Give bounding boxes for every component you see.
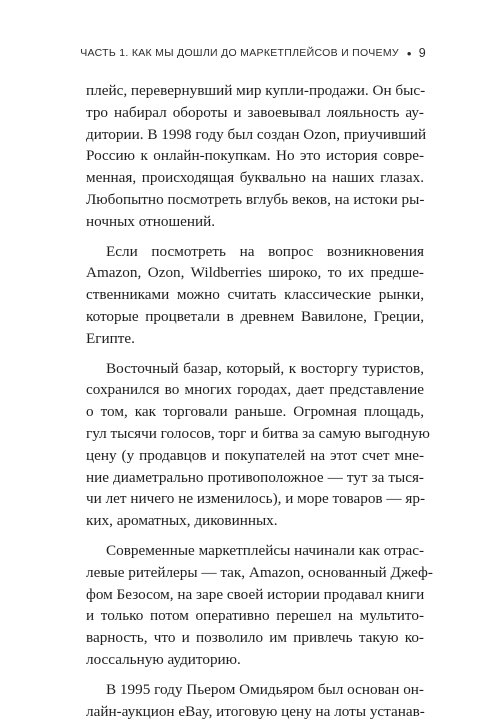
text-line: дитории. В 1998 году был создан Ozon, приучивший <box>86 125 427 143</box>
text-line: чи лет ничего не изменилось), и море товаров — яр- <box>86 490 426 508</box>
text-line: цену (у продавцов и покупателей на этот счет мне- <box>86 446 424 464</box>
text-line: менная, происходящая буквально на наших глазах. <box>86 169 424 187</box>
text-line: тро набирал обороты и завоевывал лояльность ау- <box>86 103 424 121</box>
text-line: Египте. <box>86 329 135 347</box>
text-line: и только потом оперативно перешел на мультито- <box>86 607 424 625</box>
paragraph <box>86 540 433 671</box>
text-line: Любопытно посмотреть вглубь веков, на истоки ры- <box>86 190 425 208</box>
text-line: лоссальную аудиторию. <box>86 650 241 668</box>
text-line: сохранился во многих городах, дает представление <box>86 381 424 399</box>
paragraph-gap <box>86 671 424 679</box>
paragraph-gap <box>86 350 424 358</box>
paragraph <box>86 679 424 722</box>
paragraph-gap <box>86 233 424 241</box>
text-line: ких, ароматных, диковинных. <box>86 512 278 530</box>
text-line: ночных отношений. <box>86 212 216 230</box>
text-line: Восточный базар, который, к восторгу туристов, <box>106 359 424 377</box>
paragraph <box>86 80 427 233</box>
text-line: варность, что и позволило им привлечь такую ко- <box>86 629 424 647</box>
text-line: Amazon, Ozon, Wildberries широко, то их предше- <box>86 264 424 282</box>
page-body-text <box>86 80 433 722</box>
header-bullet: • <box>406 45 412 61</box>
paragraph <box>86 358 430 532</box>
text-line: Если посмотреть на вопрос возникновения <box>106 242 424 260</box>
text-line: лайн-аукцион eBay, итоговую цену на лоты устанав- <box>86 702 425 720</box>
running-title: ЧАСТЬ 1. КАК МЫ ДОШЛИ ДО МАРКЕТПЛЕЙСОВ И ПОЧЕМУ <box>80 47 399 59</box>
text-line: о том, как торговали раньше. Огромная площадь, <box>86 403 424 421</box>
text-line: которые процветали в древнем Вавилоне, Греции, <box>86 307 424 325</box>
text-line: ственниками можно считать классические рынки, <box>86 286 424 304</box>
text-line: Россию к онлайн-покупкам. Но это история совре- <box>86 147 424 165</box>
text-line: ние диаметрально противоположное — тут за тыся- <box>86 468 424 486</box>
paragraph <box>86 241 424 350</box>
text-line: гул тысячи голосов, торг и битва за самую выгодную <box>86 424 430 442</box>
text-line: В 1995 году Пьером Омидьяром был основан он- <box>106 680 424 698</box>
text-line: фом Безосом, на заре своей истории продавал книги <box>86 585 425 603</box>
running-header <box>80 46 426 60</box>
text-line: левые ритейлеры — так, Amazon, основанный Джеф- <box>86 563 433 581</box>
page-number: 9 <box>418 46 426 60</box>
text-line: плейс, перевернувший мир купли-продажи. Он быс- <box>86 82 426 99</box>
text-line: Современные маркетплейсы начинали как отрас- <box>106 541 425 559</box>
paragraph-gap <box>86 532 424 540</box>
